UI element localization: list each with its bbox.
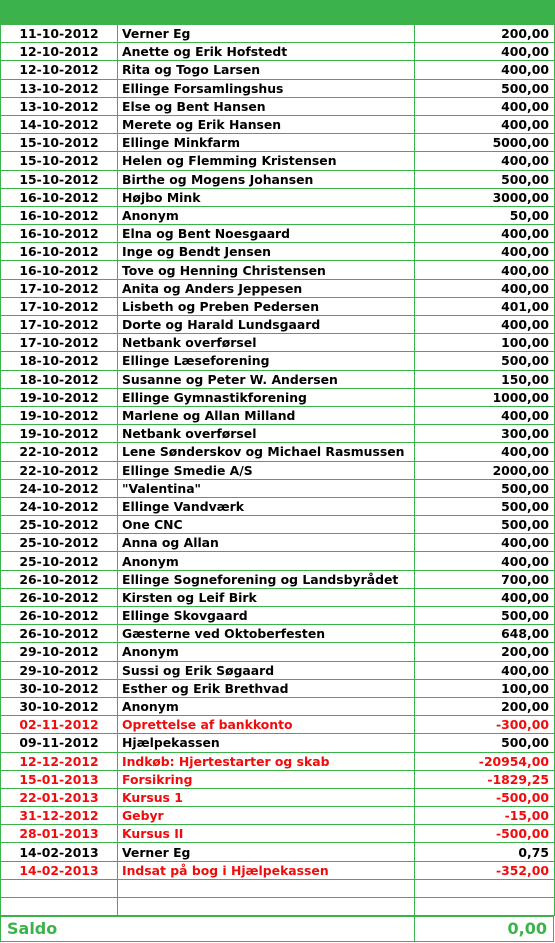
row-date: 09-11-2012: [1, 734, 118, 752]
row-name: Rita og Togo Larsen: [118, 61, 415, 79]
row-date: 13-10-2012: [1, 79, 118, 97]
row-date: 18-10-2012: [1, 352, 118, 370]
table-row: [1, 479, 555, 497]
table-row: [1, 225, 555, 243]
table-row: [1, 861, 555, 879]
row-name: Anonym: [118, 552, 415, 570]
row-amount: 500,00: [415, 734, 555, 752]
row-name: Anette og Erik Hofstedt: [118, 43, 415, 61]
row-date: 19-10-2012: [1, 388, 118, 406]
row-date: 24-10-2012: [1, 479, 118, 497]
row-date: 13-10-2012: [1, 97, 118, 115]
row-amount: -500,00: [415, 825, 555, 843]
header-bar: [0, 0, 555, 24]
row-amount: -352,00: [415, 861, 555, 879]
table-row: [1, 570, 555, 588]
row-name: Anita og Anders Jeppesen: [118, 279, 415, 297]
table-row: [1, 243, 555, 261]
row-date: 12-10-2012: [1, 43, 118, 61]
table-row: [1, 425, 555, 443]
row-name: Hjælpekassen: [118, 734, 415, 752]
row-name: Ellinge Forsamlingshus: [118, 79, 415, 97]
row-amount: 400,00: [415, 443, 555, 461]
row-name: Ellinge Gymnastikforening: [118, 388, 415, 406]
row-amount: 400,00: [415, 406, 555, 424]
row-amount: 400,00: [415, 43, 555, 61]
row-date: 14-02-2013: [1, 861, 118, 879]
row-name: Tove og Henning Christensen: [118, 261, 415, 279]
table-row: [1, 388, 555, 406]
row-amount: 5000,00: [415, 134, 555, 152]
transactions-table: [0, 24, 555, 916]
row-date: 30-10-2012: [1, 697, 118, 715]
table-row: [1, 43, 555, 61]
row-date: 25-10-2012: [1, 534, 118, 552]
row-name: Verner Eg: [118, 25, 415, 43]
row-name: Ellinge Skovgaard: [118, 607, 415, 625]
table-row: [1, 316, 555, 334]
table-row: [1, 97, 555, 115]
row-date: 28-01-2013: [1, 825, 118, 843]
table-row: [1, 643, 555, 661]
row-date: 15-10-2012: [1, 134, 118, 152]
table-row: [1, 752, 555, 770]
row-name: Lene Sønderskov og Michael Rasmussen: [118, 443, 415, 461]
row-amount: 500,00: [415, 497, 555, 515]
row-date: 15-10-2012: [1, 152, 118, 170]
row-amount: 400,00: [415, 552, 555, 570]
table-row: [1, 843, 555, 861]
row-amount: -20954,00: [415, 752, 555, 770]
row-amount: 400,00: [415, 316, 555, 334]
row-name: Verner Eg: [118, 843, 415, 861]
table-row: [1, 25, 555, 43]
table-row: [1, 61, 555, 79]
row-name: Indsat på bog i Hjælpekassen: [118, 861, 415, 879]
saldo-divider: [414, 917, 415, 941]
blank-cell: [415, 898, 555, 916]
row-name: Gebyr: [118, 807, 415, 825]
row-amount: 500,00: [415, 607, 555, 625]
table-row: [1, 443, 555, 461]
blank-cell: [1, 879, 118, 897]
row-date: 26-10-2012: [1, 607, 118, 625]
row-name: Ellinge Smedie A/S: [118, 461, 415, 479]
table-row: [1, 588, 555, 606]
blank-cell: [118, 879, 415, 897]
row-date: 29-10-2012: [1, 643, 118, 661]
row-name: Inge og Bendt Jensen: [118, 243, 415, 261]
row-amount: -15,00: [415, 807, 555, 825]
row-date: 16-10-2012: [1, 206, 118, 224]
row-date: 16-10-2012: [1, 243, 118, 261]
row-date: 19-10-2012: [1, 406, 118, 424]
row-date: 25-10-2012: [1, 552, 118, 570]
saldo-label: Saldo: [7, 919, 58, 938]
row-amount: 400,00: [415, 261, 555, 279]
table-row: [1, 697, 555, 715]
row-date: 22-10-2012: [1, 443, 118, 461]
row-date: 15-01-2013: [1, 770, 118, 788]
table-row: [1, 661, 555, 679]
table-row: [1, 825, 555, 843]
table-row: [1, 461, 555, 479]
table-row: [1, 115, 555, 133]
table-row: [1, 497, 555, 515]
table-row: [1, 807, 555, 825]
row-date: 22-10-2012: [1, 461, 118, 479]
row-name: Forsikring: [118, 770, 415, 788]
row-date: 26-10-2012: [1, 625, 118, 643]
row-date: 17-10-2012: [1, 334, 118, 352]
row-name: Sussi og Erik Søgaard: [118, 661, 415, 679]
row-amount: 100,00: [415, 679, 555, 697]
row-name: Anonym: [118, 697, 415, 715]
row-name: Else og Bent Hansen: [118, 97, 415, 115]
row-name: Marlene og Allan Milland: [118, 406, 415, 424]
table-row: [1, 770, 555, 788]
row-date: 25-10-2012: [1, 516, 118, 534]
row-amount: 400,00: [415, 152, 555, 170]
row-name: Kirsten og Leif Birk: [118, 588, 415, 606]
row-amount: -300,00: [415, 716, 555, 734]
row-date: 02-11-2012: [1, 716, 118, 734]
row-date: 31-12-2012: [1, 807, 118, 825]
row-name: "Valentina": [118, 479, 415, 497]
row-amount: 400,00: [415, 588, 555, 606]
row-name: Ellinge Læseforening: [118, 352, 415, 370]
row-date: 19-10-2012: [1, 425, 118, 443]
row-amount: -500,00: [415, 788, 555, 806]
row-amount: 200,00: [415, 643, 555, 661]
row-amount: 1000,00: [415, 388, 555, 406]
row-amount: 500,00: [415, 170, 555, 188]
row-date: 16-10-2012: [1, 188, 118, 206]
table-row: [1, 716, 555, 734]
row-name: One CNC: [118, 516, 415, 534]
row-date: 12-10-2012: [1, 61, 118, 79]
row-date: 29-10-2012: [1, 661, 118, 679]
row-date: 12-12-2012: [1, 752, 118, 770]
row-amount: 3000,00: [415, 188, 555, 206]
row-date: 26-10-2012: [1, 588, 118, 606]
row-name: Dorte og Harald Lundsgaard: [118, 316, 415, 334]
row-name: Gæsterne ved Oktoberfesten: [118, 625, 415, 643]
row-amount: 400,00: [415, 243, 555, 261]
table-row: [1, 261, 555, 279]
table-row: [1, 279, 555, 297]
table-row: [1, 516, 555, 534]
row-name: Netbank overførsel: [118, 334, 415, 352]
row-amount: 400,00: [415, 97, 555, 115]
row-date: 17-10-2012: [1, 297, 118, 315]
table-row: [1, 79, 555, 97]
row-name: Højbo Mink: [118, 188, 415, 206]
row-date: 16-10-2012: [1, 261, 118, 279]
row-name: Kursus II: [118, 825, 415, 843]
row-amount: 50,00: [415, 206, 555, 224]
row-amount: 0,75: [415, 843, 555, 861]
row-name: Helen og Flemming Kristensen: [118, 152, 415, 170]
table-row: [1, 152, 555, 170]
row-amount: 400,00: [415, 279, 555, 297]
table-row: [1, 370, 555, 388]
row-name: Indkøb: Hjertestarter og skab: [118, 752, 415, 770]
row-amount: 400,00: [415, 115, 555, 133]
table-row: [1, 297, 555, 315]
table-row: [1, 552, 555, 570]
row-amount: 500,00: [415, 352, 555, 370]
table-row: [1, 534, 555, 552]
row-name: Anonym: [118, 643, 415, 661]
row-name: Lisbeth og Preben Pedersen: [118, 297, 415, 315]
row-name: Oprettelse af bankkonto: [118, 716, 415, 734]
row-amount: 648,00: [415, 625, 555, 643]
row-name: Kursus 1: [118, 788, 415, 806]
row-name: Birthe og Mogens Johansen: [118, 170, 415, 188]
table-row: [1, 334, 555, 352]
row-name: Anna og Allan: [118, 534, 415, 552]
row-name: Ellinge Sogneforening og Landsbyrådet: [118, 570, 415, 588]
row-amount: 700,00: [415, 570, 555, 588]
row-date: 15-10-2012: [1, 170, 118, 188]
row-amount: 400,00: [415, 225, 555, 243]
row-amount: 401,00: [415, 297, 555, 315]
row-amount: 500,00: [415, 479, 555, 497]
row-date: 26-10-2012: [1, 570, 118, 588]
row-name: Merete og Erik Hansen: [118, 115, 415, 133]
table-row: [1, 788, 555, 806]
row-date: 30-10-2012: [1, 679, 118, 697]
row-amount: 2000,00: [415, 461, 555, 479]
blank-cell: [1, 898, 118, 916]
row-date: 17-10-2012: [1, 316, 118, 334]
row-date: 11-10-2012: [1, 25, 118, 43]
table-row: [1, 734, 555, 752]
saldo-row: [0, 916, 554, 942]
row-amount: 500,00: [415, 79, 555, 97]
row-date: 18-10-2012: [1, 370, 118, 388]
blank-cell: [118, 898, 415, 916]
blank-row: [1, 879, 555, 897]
row-name: Elna og Bent Noesgaard: [118, 225, 415, 243]
row-name: Anonym: [118, 206, 415, 224]
row-amount: 500,00: [415, 516, 555, 534]
blank-cell: [415, 879, 555, 897]
row-amount: -1829,25: [415, 770, 555, 788]
table-row: [1, 170, 555, 188]
table-row: [1, 679, 555, 697]
row-name: Ellinge Minkfarm: [118, 134, 415, 152]
row-date: 17-10-2012: [1, 279, 118, 297]
row-date: 16-10-2012: [1, 225, 118, 243]
table-row: [1, 607, 555, 625]
row-amount: 400,00: [415, 661, 555, 679]
row-amount: 100,00: [415, 334, 555, 352]
row-amount: 200,00: [415, 25, 555, 43]
row-name: Susanne og Peter W. Andersen: [118, 370, 415, 388]
row-amount: 200,00: [415, 697, 555, 715]
row-name: Netbank overførsel: [118, 425, 415, 443]
table-row: [1, 352, 555, 370]
row-date: 14-10-2012: [1, 115, 118, 133]
saldo-value: 0,00: [507, 919, 547, 938]
row-amount: 150,00: [415, 370, 555, 388]
table-row: [1, 206, 555, 224]
table-row: [1, 134, 555, 152]
transactions-body: [1, 25, 555, 916]
row-name: Esther og Erik Brethvad: [118, 679, 415, 697]
row-amount: 400,00: [415, 534, 555, 552]
row-amount: 300,00: [415, 425, 555, 443]
table-row: [1, 188, 555, 206]
row-date: 22-01-2013: [1, 788, 118, 806]
row-date: 14-02-2013: [1, 843, 118, 861]
row-date: 24-10-2012: [1, 497, 118, 515]
row-name: Ellinge Vandværk: [118, 497, 415, 515]
blank-row: [1, 898, 555, 916]
table-row: [1, 625, 555, 643]
table-row: [1, 406, 555, 424]
row-amount: 400,00: [415, 61, 555, 79]
